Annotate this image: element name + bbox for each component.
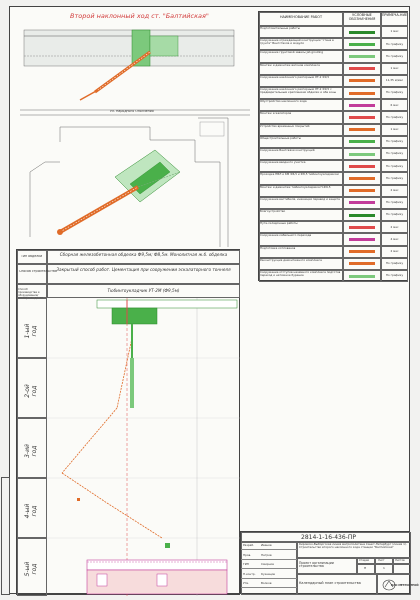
schedule-col1-header: Тип обделки	[21, 255, 43, 258]
legend-row-note: По графику	[385, 152, 404, 156]
legend-row-symbol	[349, 214, 375, 217]
legend-row-name: Подготовка котлованов	[260, 246, 296, 250]
legend-row-name: Сооружение отступов наземного комплекса подготов переход и натяжное бурение	[260, 271, 341, 278]
stamp-section: Проект организации строительства	[299, 561, 334, 569]
legend-row-note: По графику	[385, 91, 404, 95]
legend-row-note: По графику	[385, 115, 404, 119]
legend-row-name: Монтаж и демонтаж вагонов комплекса	[260, 63, 320, 67]
schedule-method: Закрытый способ работ. Цементация при сооружении эскалаторного тоннеля	[56, 267, 231, 272]
year-label: 5-ый год	[24, 561, 38, 577]
legend-row-symbol	[349, 165, 375, 168]
legend-row-note: По графику	[385, 164, 404, 168]
legend-row-note: 1 мес	[390, 66, 399, 70]
stamp-person: Волков	[261, 581, 272, 585]
legend-row-symbol	[349, 43, 375, 46]
legend-row-symbol	[349, 201, 375, 204]
title-block	[240, 531, 419, 594]
legend-row-symbol	[349, 262, 375, 265]
stamp-person: Кузнецов	[261, 571, 275, 576]
legend-row-symbol	[349, 177, 375, 180]
stamp-sheet: 1	[383, 566, 385, 570]
stamp-role: Разраб.	[243, 543, 254, 547]
legend-row-symbol	[349, 189, 375, 192]
bar-incline-2	[62, 408, 117, 473]
legend-row-name: Благоустройство	[260, 210, 286, 213]
schedule-lining: Сборная железобетонная обделка Ф9,5м; Ф8,5м. Монолитная ж.б. обделка	[59, 252, 228, 257]
legend-row-symbol	[349, 128, 375, 131]
legend-row-symbol	[349, 250, 375, 253]
stamp-role: Пров.	[243, 552, 252, 557]
legend-row-note: 1 мес	[390, 127, 399, 131]
legend-row-note: По графику	[385, 213, 404, 217]
stamp-sheet-title: Календарный план строительства	[299, 581, 361, 585]
legend-row-note: По графику	[385, 42, 404, 46]
legend-row-note: 11,35 м/мес	[385, 79, 404, 83]
legend-row-note: По графику	[385, 274, 404, 278]
street-label: Ул. Народного Ополчения	[110, 110, 154, 113]
legend-row-note: По графику	[385, 262, 404, 266]
schedule-col2-header: Способ строительства	[19, 270, 57, 273]
schedule-col3-header: Способ производства и оборудование/ногопрохождение	[18, 288, 43, 300]
legend-row-note: По графику	[385, 201, 404, 205]
legend-row-name: Общестроительные работы	[260, 136, 301, 140]
stamp-role: Н.контр.	[243, 571, 256, 576]
stamp-stage-header: Стадия	[359, 559, 369, 562]
legend-header-symbol: УСЛОВНЫЕ ОБОЗНАЧЕНИЯ	[348, 13, 376, 21]
legend-row-note: 2 мес	[390, 249, 399, 253]
legend-row-name: Сооружение кабельного перехода	[260, 234, 312, 238]
legend-row-name: Сооружение ограждающей конструкции "стена в грунте" Вентствола и модуля	[260, 39, 334, 46]
stamp-project: Кировско-Выборгская линия метрополитена Санкт-Петербург (линия 1). Строительство второго наклонного хода станции "Балтийская"	[299, 542, 407, 550]
legend-row-note: 4 мес	[390, 237, 399, 241]
year-label: 4-ый год	[24, 503, 38, 519]
schedule-table	[16, 249, 240, 595]
drawing-sheet	[9, 6, 419, 594]
legend-row-note: 2 мес	[390, 188, 399, 192]
schedule-equipment: Тюбингоукладчик УТ-2М (Ф9,5м)	[107, 288, 180, 293]
legend-row-note: По графику	[385, 54, 404, 58]
legend-header-name: НАИМЕНОВАНИЕ РАБОТ	[279, 15, 323, 19]
legend-table	[258, 11, 408, 281]
stamp-code: 2814-1-16-436-ПР	[301, 534, 356, 541]
legend-row-name: Реконструкция демонтажного комплекса	[260, 258, 322, 262]
vestibule-block	[150, 36, 178, 56]
legend-row-name: Сооружение наклонного распорным ЛТ-2 Ф9,5	[260, 75, 330, 79]
legend-row-note: 1 мес	[390, 30, 399, 34]
tunnel-profile	[24, 30, 234, 66]
stamp-role: Утв.	[243, 581, 249, 585]
legend-row-symbol	[349, 153, 375, 156]
legend-row-symbol	[349, 31, 375, 34]
legend-row-name: Сооружение вестибюля, инжекция перевод и защита	[260, 197, 340, 201]
vent-shaft	[132, 30, 150, 66]
legend-row-name: Сооружение грунтовой завесы Jet-grouting	[260, 51, 324, 55]
site-plan	[20, 22, 250, 247]
legend-row-symbol	[349, 116, 375, 119]
stamp-sheets-header: Листов	[395, 559, 405, 562]
year-label: 2-ой год	[24, 384, 38, 398]
legend-row-symbol	[349, 140, 375, 143]
legend-row-name: Сооружение вводного участка	[260, 161, 306, 165]
legend-row-note: 6 мес	[390, 103, 399, 107]
legend-row-name: Обустройство наклонного хода	[260, 100, 307, 104]
legend-row-symbol	[349, 238, 375, 241]
legend-row-symbol	[349, 92, 375, 95]
stamp-company: ОАО МЕТРОСТРОЙ	[391, 584, 419, 587]
stamp-person: Иванов	[261, 543, 272, 547]
legend-row-note: 2 мес	[390, 225, 399, 229]
legend-row-symbol	[349, 226, 375, 229]
legend-row-name: Монтаж эскалаторов	[260, 112, 292, 116]
stamp-person: Петров	[261, 552, 272, 557]
legend-row-name: Подготовительные работы	[260, 27, 300, 30]
stamp-sheet-header: Лист	[378, 559, 385, 562]
bar-prep	[97, 300, 237, 308]
bar-vestibule	[87, 560, 227, 570]
bar-wall	[112, 308, 157, 324]
stamp-stage: П	[364, 566, 367, 570]
legend-row-name: Сооружение наклонного распорным ЛТ-2 Ф9,5 с предварительным креплением обделки и обв зоны	[260, 88, 337, 95]
legend-row-note: По графику	[385, 176, 404, 180]
plan-title: Второй наклонный ход ст. "Балтийская"	[70, 12, 209, 20]
legend-row-name: Путе-складочные работы	[260, 222, 298, 226]
legend-row-symbol	[349, 79, 375, 82]
stamp-role: ГИП	[243, 562, 249, 566]
stamp-person: Смирнов	[261, 562, 274, 566]
legend-row-symbol	[349, 104, 375, 107]
legend-header-note: ПРИМЕЧА-НИЕ	[381, 13, 408, 17]
legend-row-name: Сооружение Вентсвязи конструкций	[260, 149, 315, 152]
left-stamp	[1, 477, 10, 595]
legend-row-note: По графику	[385, 140, 404, 144]
legend-row-symbol	[349, 55, 375, 58]
year-label: 1-ый год	[24, 323, 38, 339]
bar-incline-1	[117, 338, 132, 408]
legend-row-name: Устройство временных покрытий	[260, 124, 310, 128]
legend-row-symbol	[349, 275, 375, 278]
year-label: 3-ий год	[24, 444, 38, 458]
legend-row-name: Проходка НВЛ и КМ Ф6,5 и Ф8,5 тюбингоукладчиком	[260, 173, 339, 177]
schedule-chart	[47, 298, 240, 596]
legend-row-name: Монтаж и демонтаж тюбингоукладчика П-Ф6,5	[260, 185, 331, 189]
legend-row-symbol	[349, 67, 375, 70]
